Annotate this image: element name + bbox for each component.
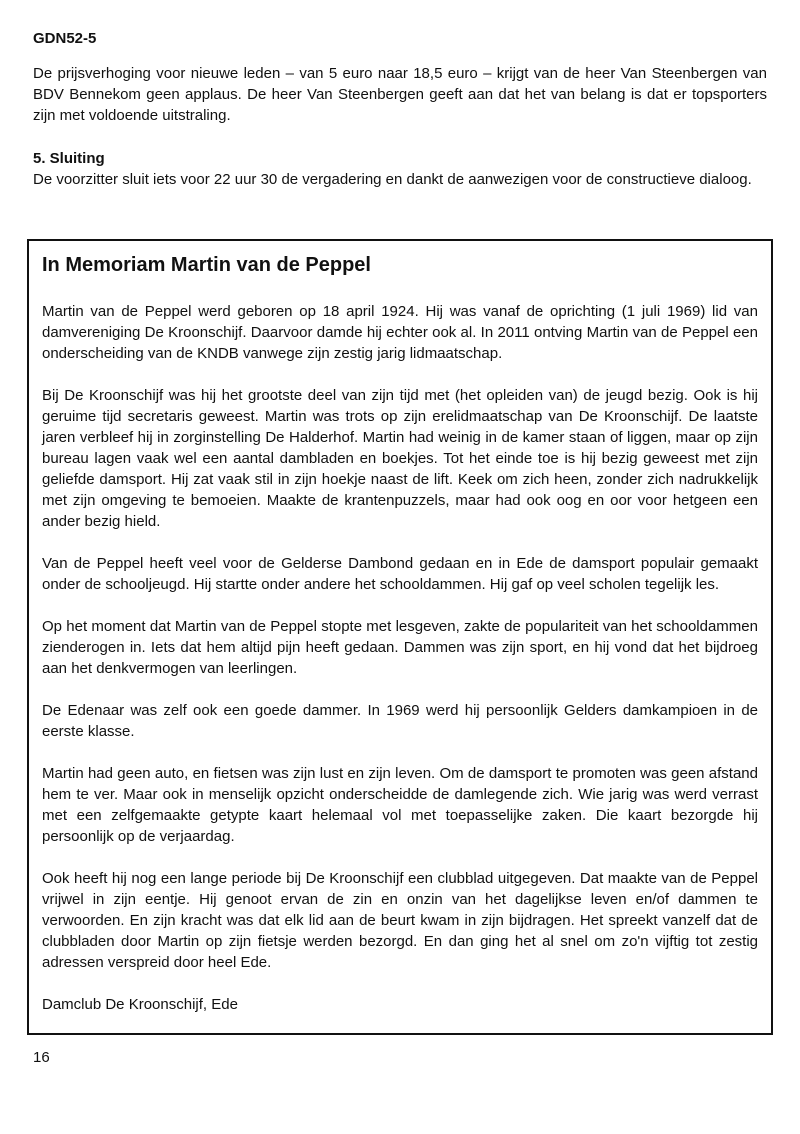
memoriam-box (27, 239, 773, 1035)
section-heading-sluiting: 5. Sluiting (33, 150, 105, 167)
memoriam-paragraph-4: Op het moment dat Martin van de Peppel stopte met lesgeven, zakte de populariteit van het schooldammen zienderogen in. Iets dat hem altijd pijn heeft gedaan. Dammen was zijn sport, en hij vond dat het bijdroeg aan het denkvermogen van leerlingen. (42, 618, 758, 677)
intro-paragraph: De prijsverhoging voor nieuwe leden – van 5 euro naar 18,5 euro – krijgt van de heer Van Steenbergen van BDV Bennekom geen applaus. De heer Van Steenbergen geeft aan dat het van belang is dat er topsporters zijn met voldoende uitstraling. (33, 65, 767, 124)
memoriam-paragraph-5: De Edenaar was zelf ook een goede dammer. In 1969 werd hij persoonlijk Gelders damkampioen in de eerste klasse. (42, 702, 758, 740)
doc-code: GDN52-5 (33, 30, 97, 47)
closing-paragraph: De voorzitter sluit iets voor 22 uur 30 de vergadering en dankt de aanwezigen voor de constructieve dialoog. (33, 171, 752, 188)
memoriam-title: In Memoriam Martin van de Peppel (42, 254, 371, 276)
memoriam-paragraph-3: Van de Peppel heeft veel voor de Gelderse Dambond gedaan en in Ede de damsport populair gemaakt onder de schooljeugd. Hij startte onder andere het schooldammen. Hij gaf op veel scholen tegelijk les. (42, 555, 758, 593)
page-number: 16 (33, 1049, 50, 1066)
memoriam-paragraph-6: Martin had geen auto, en fietsen was zijn lust en zijn leven. Om de damsport te promoten was geen afstand hem te ver. Maar ook in menselijk opzicht onderscheidde de damlegende zich. Wie jarig was werd verrast met een zelfgemaakte getypte kaart helemaal vol met toepasselijke zaken. Die kaart bezorgde hij persoonlijk op de verjaardag. (42, 765, 758, 845)
memoriam-paragraph-2: Bij De Kroonschijf was hij het grootste deel van zijn tijd met (het opleiden van) de jeugd bezig. Ook is hij geruime tijd secretaris geweest. Martin was trots op zijn erelidmaatschap van De Kroonschijf. De laatste jaren verbleef hij in zorginstelling De Halderhof. Martin had weinig in de kamer staan of liggen, maar op zijn bureau lagen vaak wel een aantal dambladen en boekjes. Tot het einde toe is hij bezig geweest met zijn geliefde damsport. Hij zat vaak stil in zijn hoekje naast de lift. Keek om zich heen, zonder zich nadrukkelijk met zijn omgeving te bemoeien. Maakte de krantenpuzzels, maar had ook oog en oor voor hetgeen een ander bezig hield. (42, 387, 758, 530)
memoriam-paragraph-7: Ook heeft hij nog een lange periode bij De Kroonschijf een clubblad uitgegeven. Dat maakte van de Peppel vrijwel in zijn eentje. Hij genoot ervan de zin en onzin van het dagelijkse leven en/of dammen te verwoorden. En zijn kracht was dat elk lid aan de beurt kwam in zijn bijdragen. Het spreekt vanzelf dat de clubbladen door Martin op zijn fietsje werden bezorgd. En dan ging het al snel om zo'n vijftig tot zestig adressen verspreid door heel Ede. (42, 870, 758, 971)
memoriam-signature: Damclub De Kroonschijf, Ede (42, 996, 238, 1013)
memoriam-paragraph-1: Martin van de Peppel werd geboren op 18 april 1924. Hij was vanaf de oprichting (1 juli 1969) lid van damvereniging De Kroonschijf. Daarvoor damde hij echter ook al. In 2011 ontving Martin van de Peppel een onderscheiding van de KNDB vanwege zijn zestig jarig lidmaatschap. (42, 303, 758, 362)
